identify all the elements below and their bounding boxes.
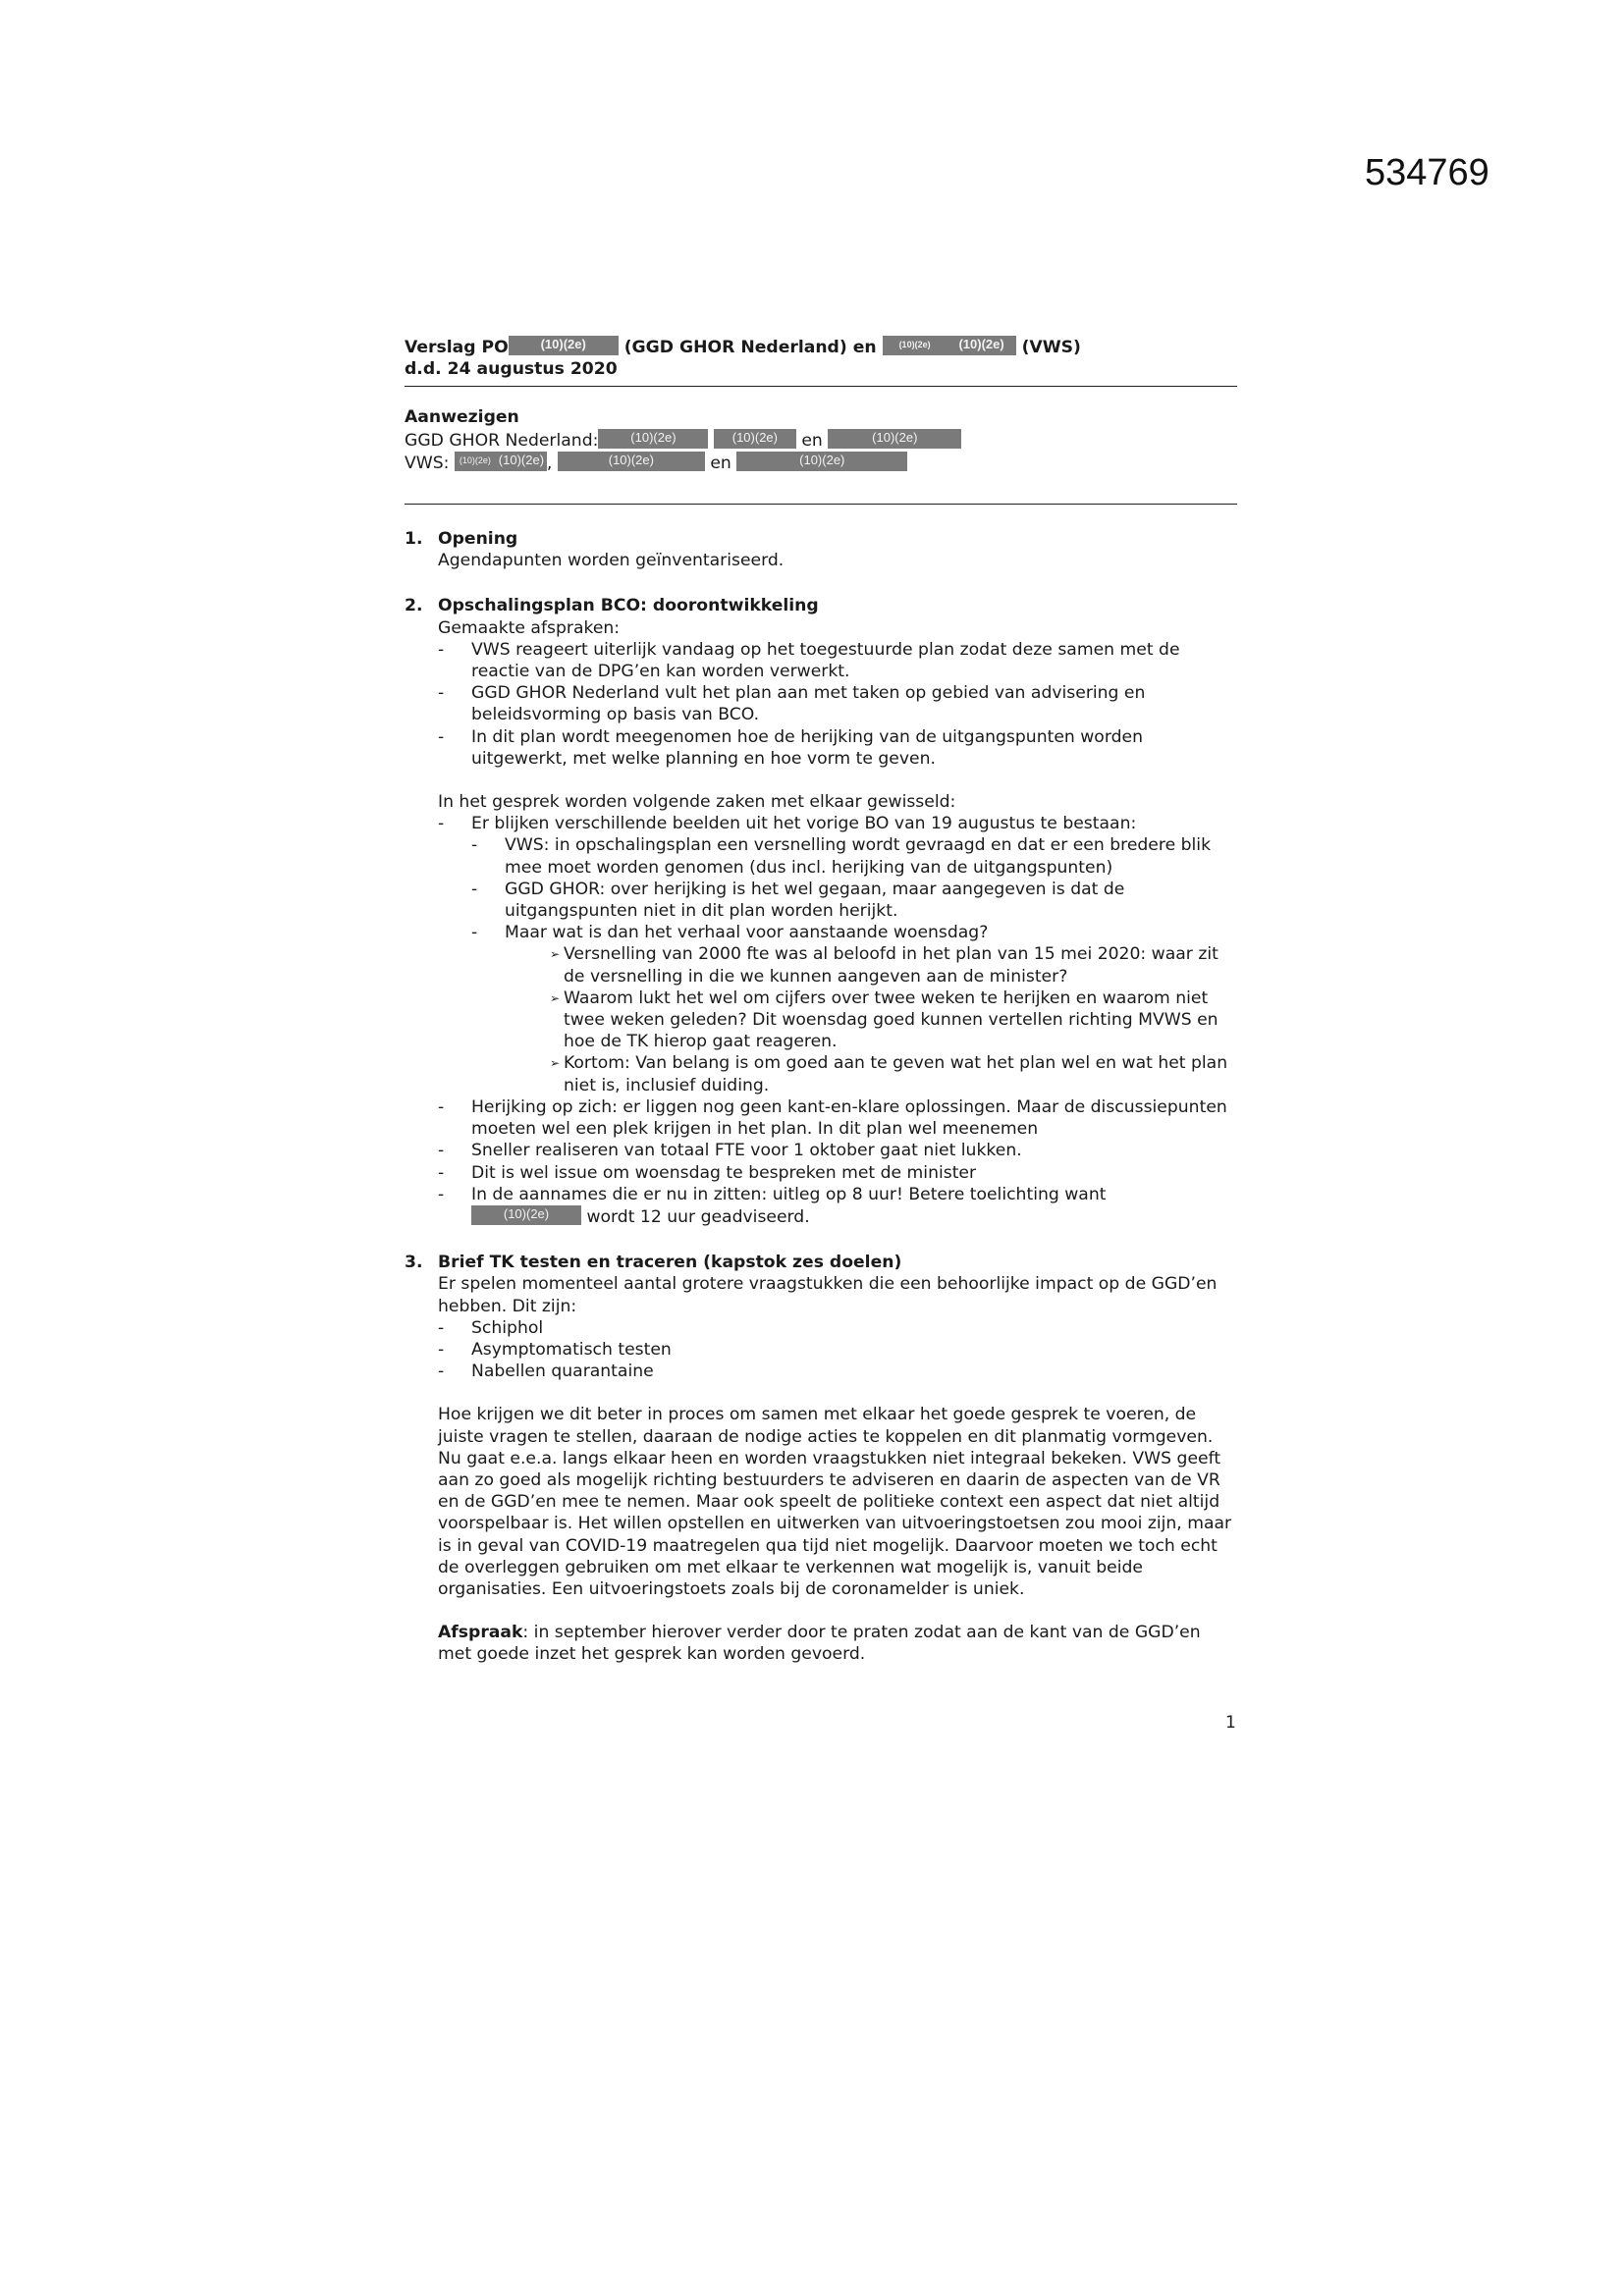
list-item xyxy=(438,1184,1237,1228)
list-item: ➢ Kortom: Van belang is om goed aan te geven wat het plan wel en wat het plan niet is, inclusief duiding. xyxy=(550,1052,1237,1095)
afspraak xyxy=(405,1622,1237,1665)
title-suffix: (VWS) xyxy=(1021,338,1081,357)
list-item xyxy=(471,922,1237,1096)
section-title: Opschalingsplan BCO: doorontwikkeling xyxy=(438,596,819,616)
list-item: - In dit plan wordt meegenomen hoe de herijking van de uitgangspunten worden uitgewerkt, met welke planning en hoe vorm te geven. xyxy=(438,726,1237,770)
page-content xyxy=(405,336,1237,1666)
list-item: - Asymptomatisch testen xyxy=(438,1339,1237,1361)
sub-list xyxy=(471,834,1237,1095)
section-number: 2. xyxy=(405,596,423,616)
report-title xyxy=(405,336,1237,358)
list-item: - GGD GHOR: over herijking is het wel gegaan, maar aangegeven is dat de uitgangspunten niet in dit plan worden herijkt. xyxy=(471,879,1237,922)
attendees-comma: , xyxy=(546,453,553,473)
afspraken-list xyxy=(405,639,1237,770)
issues-list xyxy=(405,1317,1237,1383)
list-item-text: In de aannames die er nu in zitten: uitleg op 8 uur! Betere toelichting want xyxy=(471,1184,1107,1204)
section-text: Agendapunten worden geïnventariseerd. xyxy=(438,551,785,571)
list-item-text: Maar wat is dan het verhaal voor aanstaande woensdag? xyxy=(505,923,989,943)
redaction-box: (10)(2e) xyxy=(558,452,705,471)
afspraak-text: : in september hierover verder door te praten zodat aan de kant van de GGD’en met goede inzet het gesprek kan worden gevoerd. xyxy=(438,1623,1201,1665)
attendees-divider xyxy=(405,504,1237,505)
section-number: 1. xyxy=(405,529,423,550)
attendees-vws-label: VWS: xyxy=(405,453,450,473)
list-item: - VWS reageert uiterlijk vandaag op het toegestuurde plan zodat deze samen met de reactie van de DPG’en kan worden verwerkt. xyxy=(438,639,1237,682)
redaction-box: (10)(2e) xyxy=(714,429,796,449)
attendees-en: en xyxy=(801,430,823,451)
list-item: - GGD GHOR Nederland vult het plan aan met taken op gebied van advisering en beleidsvorming op basis van BCO. xyxy=(438,682,1237,725)
attendees-en-2: en xyxy=(710,453,731,473)
redaction-box: (10)(2e) xyxy=(471,1205,581,1225)
afspraak-label: Afspraak xyxy=(438,1623,523,1643)
section-opschalingsplan xyxy=(405,595,1237,1228)
attendees-heading: Aanwezigen xyxy=(405,407,519,428)
gesprek-intro: In het gesprek worden volgende zaken met elkaar gewisseld: xyxy=(438,792,956,813)
redaction-box: (10)(2e) xyxy=(883,336,947,355)
redaction-box: (10)(2e) xyxy=(455,452,496,471)
list-item: - Herijking op zich: er liggen nog geen kant-en-klare oplossingen. Maar de discussiepunten moeten wel een plek krijgen in het plan. In dit plan wel meenemen xyxy=(438,1096,1237,1140)
list-item-text: Er blijken verschillende beelden uit het vorige BO van 19 augustus te bestaan: xyxy=(471,814,1137,834)
section-title: Brief TK testen en traceren (kapstok zes doelen) xyxy=(438,1253,902,1273)
list-item: - Sneller realiseren van totaal FTE voor 1 oktober gaat niet lukken. xyxy=(438,1140,1237,1161)
section-heading xyxy=(405,528,1237,550)
redaction-box: (10)(2e) xyxy=(496,452,547,471)
redaction-box: (10)(2e) xyxy=(736,452,907,471)
section-brief-tk xyxy=(405,1252,1237,1665)
section-intro: Er spelen momenteel aantal grotere vraagstukken die een behoorlijke impact op de GGD’en hebben. Dit zijn: xyxy=(438,1274,1218,1316)
list-item: - Dit is wel issue om woensdag te bespreken met de minister xyxy=(438,1162,1237,1184)
attendees-ggd xyxy=(405,429,1237,452)
list-item: ➢ Versnelling van 2000 fte was al beloofd in het plan van 15 mei 2020: waar zit de versnelling in die we kunnen aangeven aan de minister? xyxy=(550,943,1237,987)
redaction-box: (10)(2e) xyxy=(828,429,961,449)
attendees-vws xyxy=(405,452,1237,474)
list-item: - VWS: in opschalingsplan een versnelling wordt gevraagd en dat er een bredere blik mee moet worden genomen (dus incl. herijking van de uitgangspunten) xyxy=(471,834,1237,878)
arrow-list xyxy=(505,943,1237,1095)
list-item: - Nabellen quarantaine xyxy=(438,1361,1237,1382)
header-divider xyxy=(405,386,1237,387)
redaction-box: (10)(2e) xyxy=(598,429,708,449)
title-mid: (GGD GHOR Nederland) en xyxy=(623,338,877,357)
document-number: 534769 xyxy=(1365,152,1489,193)
list-item: ➢ Waarom lukt het wel om cijfers over twee weken te herijken en waarom niet twee weken geleden? Dit woensdag goed kunnen vertellen richting MVWS en hoe de TK hierop gaat reageren. xyxy=(550,988,1237,1053)
section-title: Opening xyxy=(438,529,518,550)
list-item-tail: wordt 12 uur geadviseerd. xyxy=(586,1206,810,1227)
section-opening xyxy=(405,528,1237,571)
attendees-ggd-label: GGD GHOR Nederland: xyxy=(405,430,599,451)
list-item xyxy=(438,813,1237,1096)
section-paragraph: Hoe krijgen we dit beter in proces om samen met elkaar het goede gesprek te voeren, de juiste vragen te stellen, daaraan de nodige acties te koppelen en dit planmatig vormgeven. Nu gaat e.e.a. langs elkaar heen en worden vraagstukken niet integraal bekeken. VWS geeft aan zo goed als mogelijk richting bestuurders te adviseren en daarin de aspecten van de VR en de GGD’en mee te nemen. Maar ook speelt de politieke context een aspect dat niet altijd voorspelbaar is. Het willen opstellen en uitwerken van uitvoeringstoetsen zou mooi zijn, maar is in geval van COVID-19 maatregelen qua tijd niet mogelijk. Daarvoor moeten we toch echt de overleggen gebruiken om met elkaar te verkennen wat mogelijk is, vanuit beide organisaties. Een uitvoeringstoets zoals bij de coronamelder is uniek. xyxy=(438,1405,1232,1599)
title-prefix: Verslag PO xyxy=(405,338,509,357)
page-number: 1 xyxy=(1225,1713,1236,1733)
redaction-box: (10)(2e) xyxy=(509,336,619,355)
redaction-box: (10)(2e) xyxy=(947,336,1016,355)
gesprek-list xyxy=(405,813,1237,1228)
afspraken-intro: Gemaakte afspraken: xyxy=(438,617,621,638)
section-heading xyxy=(405,1252,1237,1273)
section-number: 3. xyxy=(405,1253,423,1273)
report-date: d.d. 24 augustus 2020 xyxy=(405,359,618,380)
section-heading xyxy=(405,595,1237,616)
list-item: - Schiphol xyxy=(438,1317,1237,1339)
